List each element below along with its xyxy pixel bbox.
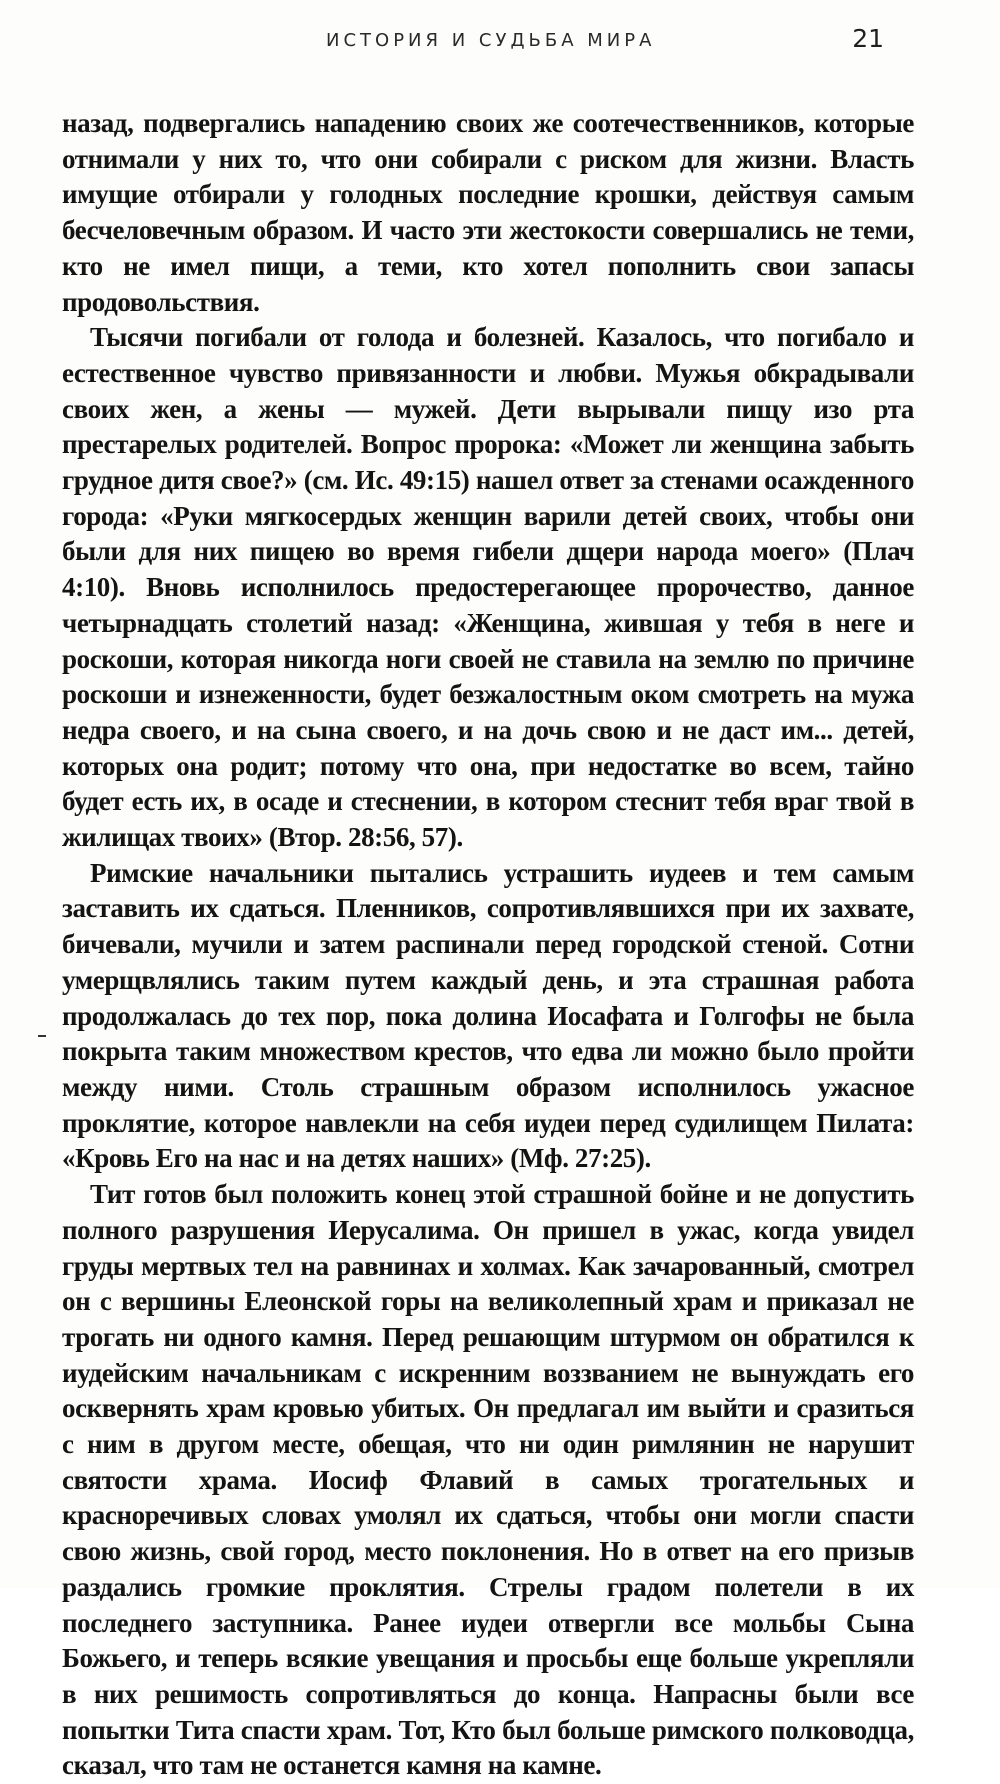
paragraph-3: Римские начальники пытались устрашить иудеев и тем самым заставить их сдаться. Пленников, сопротивлявшихся при их захвате, бичевали, мучили и затем распинали перед городской стеной. Сотни умерщвлялись таким путем каждый день, и эта страшная работа продолжалась до тех пор, пока долина Иосафата и Голгофы не была покрыта таким множеством крестов, что едва ли можно было пройти между ними. Столь страшным образом исполнилось ужасное проклятие, которое навлекли на себя иудеи перед судилищем Пилата: «Кровь Его на нас и на детях наших» (Мф. 27:25). [62, 857, 914, 1174]
page-body [62, 106, 914, 1784]
paragraph-2: Тысячи погибали от голода и болезней. Казалось, что погибало и естественное чувство привязанности и любви. Мужья обкрадывали своих жен, а жены — мужей. Дети вырывали пищу изо рта престарелых родителей. Вопрос пророка: «Может ли женщина забыть грудное дитя свое?» (см. Ис. 49:15) нашел ответ за стенами осажденного города: «Руки мягкосердых женщин варили детей своих, чтобы они были для них пищею во время гибели дщери народа моего» (Плач 4:10). Вновь исполнилось предостерегающее пророчество, данное четырнадцать столетий назад: «Женщина, жившая у тебя в неге и роскоши, которая никогда ноги своей не ставила на землю по причине роскоши и изнеженности, будет безжалостным оком смотреть на мужа недра своего, и на сына своего, и на дочь свою и не даст им... детей, которых она родит; потому что она, при недостатке во всем, тайно будет есть их, в осаде и стеснении, в котором стеснит тебя враг твой в жилищах твоих» (Втор. 28:56, 57). [62, 322, 914, 853]
running-title: ИСТОРИЯ И СУДЬБА МИРА [326, 30, 656, 51]
page-number: 21 [852, 24, 884, 53]
paragraph-1: назад, подвергались нападению своих же соотечественников, которые отнимали у них то, что они собирали с риском для жизни. Власть имущие отбирали у голодных последние крошки, действуя самым бесчеловечным образом. И часто эти жестокости совершались не теми, кто не имел пищи, а теми, кто хотел пополнить свои запасы продовольствия. [62, 108, 914, 317]
margin-mark [38, 1035, 46, 1037]
paragraph-4: Тит готов был положить конец этой страшной бойне и не допустить полного разрушения Иерусалима. Он пришел в ужас, когда увидел груды мертвых тел на равнинах и холмах. Как зачарованный, смотрел он с вершины Елеонской горы на великолепный храм и приказал не трогать ни одного камня. Перед решающим штурмом он обратился к иудейским начальникам с искренним воззванием не вынуждать его осквернять храм кровью убитых. Он предлагал им выйти и сразиться с ним в другом месте, обещая, что ни один римлянин не нарушит святости храма. Иосиф Флавий в самых трогательных и красноречивых словах умолял их сдаться, чтобы они могли спасти свою жизнь, свой город, место поклонения. Но в ответ на его призыв раздались громкие проклятия. Стрелы градом полетели в их последнего заступника. Ранее иудеи отвергли все мольбы Сына Божьего, и теперь всякие увещания и просьбы еще больше укрепляли в них решимость сопротивляться до конца. Напрасны были все попытки Тита спасти храм. Тот, Кто был больше римского полководца, сказал, что там не останется камня на камне. [62, 1179, 914, 1781]
